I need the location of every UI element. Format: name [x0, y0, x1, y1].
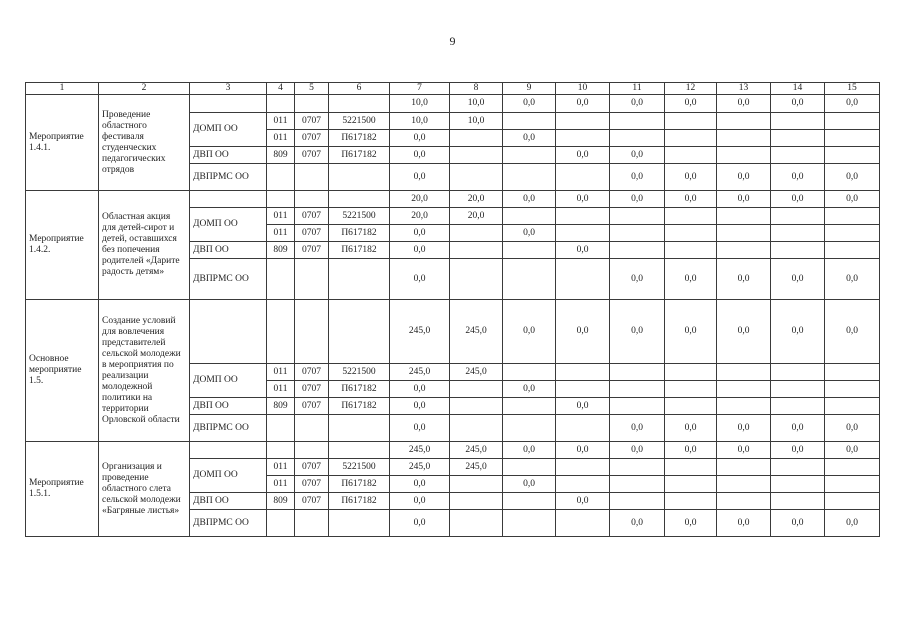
value-cell: 0,0 [503, 130, 556, 147]
value-cell [503, 364, 556, 381]
value-cell [717, 493, 771, 510]
value-cell [717, 208, 771, 225]
value-cell: 0,0 [771, 95, 825, 113]
value-cell: 0,0 [556, 493, 610, 510]
value-cell [503, 459, 556, 476]
value-cell: 809 [267, 398, 295, 415]
value-cell: 0,0 [610, 95, 665, 113]
value-cell: 0,0 [665, 300, 717, 364]
value-cell: 0,0 [503, 442, 556, 459]
value-cell [295, 442, 329, 459]
value-cell [665, 208, 717, 225]
value-cell [503, 398, 556, 415]
value-cell: 0,0 [503, 95, 556, 113]
value-cell: 0,0 [825, 300, 880, 364]
value-cell [771, 381, 825, 398]
value-cell [665, 493, 717, 510]
event-description-cell: Создание условий для вовлечения представителей сельской молодежи в мероприятия по реализации молодежной политики на территории Орловской области [99, 300, 190, 442]
responsible-cell: ДВП ОО [190, 398, 267, 415]
value-cell: 0,0 [771, 164, 825, 191]
value-cell: 011 [267, 113, 295, 130]
value-cell: 0,0 [390, 259, 450, 300]
value-cell: П617182 [329, 130, 390, 147]
value-cell: 0707 [295, 130, 329, 147]
value-cell: 0,0 [390, 510, 450, 537]
value-cell [717, 147, 771, 164]
header-cell: 6 [329, 83, 390, 95]
value-cell: 809 [267, 242, 295, 259]
value-cell: 0,0 [717, 191, 771, 208]
value-cell: 011 [267, 225, 295, 242]
header-cell: 11 [610, 83, 665, 95]
value-cell [267, 191, 295, 208]
value-cell: 0707 [295, 459, 329, 476]
value-cell [665, 225, 717, 242]
table-row [26, 95, 880, 113]
value-cell: 0,0 [503, 300, 556, 364]
value-cell: 245,0 [390, 300, 450, 364]
value-cell: 0,0 [556, 147, 610, 164]
value-cell [825, 381, 880, 398]
value-cell: 0,0 [665, 259, 717, 300]
header-cell: 13 [717, 83, 771, 95]
value-cell [450, 415, 503, 442]
value-cell [329, 164, 390, 191]
value-cell: 5221500 [329, 459, 390, 476]
value-cell: 0707 [295, 364, 329, 381]
value-cell [503, 415, 556, 442]
value-cell [503, 259, 556, 300]
header-cell: 9 [503, 83, 556, 95]
table-header [26, 83, 880, 95]
value-cell [771, 208, 825, 225]
value-cell: 10,0 [390, 113, 450, 130]
table-row [26, 300, 880, 364]
responsible-cell [190, 95, 267, 113]
value-cell: 0,0 [717, 442, 771, 459]
value-cell [503, 208, 556, 225]
value-cell: 0,0 [390, 242, 450, 259]
value-cell: 0,0 [665, 164, 717, 191]
value-cell [665, 476, 717, 493]
value-cell [329, 442, 390, 459]
value-cell [503, 493, 556, 510]
value-cell [450, 225, 503, 242]
header-cell: 14 [771, 83, 825, 95]
value-cell: 0,0 [825, 191, 880, 208]
value-cell: 0,0 [825, 415, 880, 442]
value-cell [329, 259, 390, 300]
value-cell: 0,0 [556, 398, 610, 415]
value-cell [450, 130, 503, 147]
value-cell: 0,0 [771, 300, 825, 364]
value-cell [665, 113, 717, 130]
value-cell: 0,0 [503, 476, 556, 493]
value-cell [771, 242, 825, 259]
value-cell: 0,0 [610, 164, 665, 191]
responsible-cell: ДВПРМС ОО [190, 415, 267, 442]
value-cell [771, 459, 825, 476]
value-cell [771, 113, 825, 130]
value-cell: 0707 [295, 208, 329, 225]
value-cell: 0707 [295, 113, 329, 130]
value-cell: 0,0 [390, 493, 450, 510]
value-cell [771, 398, 825, 415]
value-cell: 0,0 [665, 191, 717, 208]
value-cell [825, 130, 880, 147]
value-cell [329, 415, 390, 442]
value-cell: 0707 [295, 242, 329, 259]
value-cell: П617182 [329, 225, 390, 242]
value-cell [556, 459, 610, 476]
value-cell [771, 364, 825, 381]
value-cell: П617182 [329, 242, 390, 259]
value-cell [267, 164, 295, 191]
value-cell: 0,0 [610, 442, 665, 459]
value-cell: 0707 [295, 147, 329, 164]
value-cell: 0,0 [390, 476, 450, 493]
value-cell: 0707 [295, 493, 329, 510]
value-cell: 0,0 [556, 442, 610, 459]
value-cell [503, 242, 556, 259]
value-cell: 011 [267, 208, 295, 225]
value-cell: 0,0 [771, 259, 825, 300]
value-cell [610, 493, 665, 510]
value-cell [771, 225, 825, 242]
header-cell: 12 [665, 83, 717, 95]
header-cell: 4 [267, 83, 295, 95]
value-cell [610, 476, 665, 493]
value-cell [771, 147, 825, 164]
value-cell [610, 459, 665, 476]
value-cell [450, 259, 503, 300]
value-cell: 0,0 [771, 510, 825, 537]
responsible-cell: ДВП ОО [190, 147, 267, 164]
value-cell: 0,0 [610, 259, 665, 300]
value-cell [825, 398, 880, 415]
value-cell [610, 381, 665, 398]
value-cell [556, 476, 610, 493]
value-cell: 20,0 [390, 191, 450, 208]
responsible-cell: ДОМП ОО [190, 459, 267, 493]
value-cell: 809 [267, 493, 295, 510]
value-cell: 0,0 [771, 191, 825, 208]
value-cell [665, 381, 717, 398]
responsible-cell: ДВП ОО [190, 242, 267, 259]
value-cell: 245,0 [450, 300, 503, 364]
budget-table [25, 82, 880, 537]
value-cell: 0,0 [556, 95, 610, 113]
value-cell: П617182 [329, 147, 390, 164]
value-cell: П617182 [329, 398, 390, 415]
header-cell: 7 [390, 83, 450, 95]
value-cell [556, 208, 610, 225]
value-cell [556, 510, 610, 537]
responsible-cell: ДВПРМС ОО [190, 164, 267, 191]
value-cell [267, 95, 295, 113]
value-cell: 0,0 [610, 300, 665, 364]
responsible-cell: ДВП ОО [190, 493, 267, 510]
event-name-cell: Мероприятие 1.4.2. [26, 191, 99, 300]
value-cell [295, 164, 329, 191]
value-cell: 011 [267, 476, 295, 493]
value-cell: 0,0 [825, 259, 880, 300]
value-cell [329, 191, 390, 208]
table-row [26, 191, 880, 208]
value-cell: 0,0 [390, 225, 450, 242]
value-cell [771, 130, 825, 147]
value-cell [295, 95, 329, 113]
value-cell [503, 147, 556, 164]
value-cell: 0,0 [825, 442, 880, 459]
value-cell: 0707 [295, 476, 329, 493]
value-cell: 011 [267, 364, 295, 381]
header-cell: 10 [556, 83, 610, 95]
value-cell [665, 398, 717, 415]
value-cell [825, 476, 880, 493]
value-cell [825, 113, 880, 130]
value-cell [771, 476, 825, 493]
event-description-cell: Организация и проведение областного слета сельской молодежи «Багряные листья» [99, 442, 190, 537]
value-cell: 0,0 [503, 381, 556, 398]
value-cell: 0,0 [556, 300, 610, 364]
value-cell [267, 259, 295, 300]
value-cell [717, 130, 771, 147]
header-cell: 8 [450, 83, 503, 95]
value-cell: 5221500 [329, 208, 390, 225]
value-cell [503, 164, 556, 191]
value-cell: П617182 [329, 381, 390, 398]
value-cell [825, 364, 880, 381]
value-cell: 0,0 [390, 164, 450, 191]
value-cell: 10,0 [450, 95, 503, 113]
value-cell: 245,0 [390, 459, 450, 476]
responsible-cell: ДОМП ОО [190, 364, 267, 398]
responsible-cell: ДОМП ОО [190, 208, 267, 242]
value-cell: 0,0 [610, 191, 665, 208]
value-cell: 245,0 [450, 442, 503, 459]
value-cell: 245,0 [450, 459, 503, 476]
value-cell [665, 130, 717, 147]
responsible-cell: ДВПРМС ОО [190, 259, 267, 300]
value-cell [771, 493, 825, 510]
value-cell [329, 95, 390, 113]
responsible-cell: ДОМП ОО [190, 113, 267, 147]
value-cell [295, 510, 329, 537]
header-cell: 3 [190, 83, 267, 95]
value-cell: 245,0 [390, 364, 450, 381]
value-cell: 245,0 [450, 364, 503, 381]
value-cell [825, 493, 880, 510]
value-cell [267, 442, 295, 459]
value-cell [717, 381, 771, 398]
value-cell [610, 113, 665, 130]
value-cell: 011 [267, 459, 295, 476]
value-cell [450, 493, 503, 510]
value-cell [825, 242, 880, 259]
value-cell: 0,0 [610, 147, 665, 164]
value-cell [450, 510, 503, 537]
value-cell [556, 130, 610, 147]
value-cell [665, 147, 717, 164]
value-cell: 0,0 [717, 95, 771, 113]
value-cell [717, 113, 771, 130]
value-cell [450, 164, 503, 191]
value-cell: 0,0 [503, 225, 556, 242]
value-cell: 0,0 [717, 164, 771, 191]
value-cell: 0,0 [665, 442, 717, 459]
value-cell: 5221500 [329, 364, 390, 381]
event-name-cell: Мероприятие 1.5.1. [26, 442, 99, 537]
value-cell [329, 300, 390, 364]
value-cell: 0,0 [825, 510, 880, 537]
value-cell [450, 147, 503, 164]
value-cell: 809 [267, 147, 295, 164]
value-cell [825, 459, 880, 476]
value-cell: 245,0 [390, 442, 450, 459]
value-cell [329, 510, 390, 537]
value-cell: 0,0 [390, 381, 450, 398]
event-name-cell: Мероприятие 1.4.1. [26, 95, 99, 191]
value-cell [556, 415, 610, 442]
value-cell [717, 398, 771, 415]
value-cell: 0,0 [390, 398, 450, 415]
value-cell: 10,0 [390, 95, 450, 113]
responsible-cell [190, 191, 267, 208]
value-cell [610, 364, 665, 381]
value-cell: 10,0 [450, 113, 503, 130]
responsible-cell [190, 300, 267, 364]
value-cell: 0707 [295, 225, 329, 242]
value-cell: 0,0 [665, 510, 717, 537]
value-cell [610, 130, 665, 147]
header-cell: 15 [825, 83, 880, 95]
header-cell: 2 [99, 83, 190, 95]
value-cell [295, 191, 329, 208]
value-cell: 0,0 [717, 510, 771, 537]
value-cell [610, 242, 665, 259]
value-cell [665, 364, 717, 381]
value-cell: 0707 [295, 381, 329, 398]
value-cell [450, 476, 503, 493]
value-cell: 0,0 [556, 191, 610, 208]
responsible-cell: ДВПРМС ОО [190, 510, 267, 537]
value-cell: 0,0 [556, 242, 610, 259]
value-cell [267, 415, 295, 442]
value-cell [717, 242, 771, 259]
value-cell [450, 381, 503, 398]
value-cell: 0,0 [771, 442, 825, 459]
value-cell: П617182 [329, 476, 390, 493]
value-cell [665, 242, 717, 259]
value-cell [450, 398, 503, 415]
value-cell: 0,0 [390, 130, 450, 147]
header-row [26, 83, 880, 95]
value-cell [295, 415, 329, 442]
value-cell [556, 364, 610, 381]
value-cell [717, 364, 771, 381]
value-cell: 0,0 [717, 259, 771, 300]
value-cell [825, 208, 880, 225]
value-cell [503, 510, 556, 537]
value-cell: 0,0 [665, 95, 717, 113]
value-cell [825, 147, 880, 164]
header-cell: 5 [295, 83, 329, 95]
value-cell [610, 398, 665, 415]
value-cell [267, 510, 295, 537]
value-cell: 0,0 [390, 147, 450, 164]
value-cell: 0,0 [825, 95, 880, 113]
value-cell: 20,0 [450, 208, 503, 225]
value-cell [825, 225, 880, 242]
header-cell: 1 [26, 83, 99, 95]
value-cell [717, 225, 771, 242]
value-cell [610, 208, 665, 225]
value-cell: 011 [267, 130, 295, 147]
value-cell [717, 459, 771, 476]
value-cell: 5221500 [329, 113, 390, 130]
value-cell: 0,0 [610, 510, 665, 537]
value-cell [295, 259, 329, 300]
value-cell [267, 300, 295, 364]
responsible-cell [190, 442, 267, 459]
value-cell [717, 476, 771, 493]
value-cell: 20,0 [450, 191, 503, 208]
value-cell: 0,0 [717, 415, 771, 442]
value-cell [665, 459, 717, 476]
page-number: 9 [449, 34, 456, 48]
value-cell [556, 259, 610, 300]
table-body [26, 95, 880, 537]
value-cell [556, 164, 610, 191]
value-cell [503, 113, 556, 130]
value-cell [556, 225, 610, 242]
table-row [26, 442, 880, 459]
value-cell: 011 [267, 381, 295, 398]
value-cell: 0,0 [610, 415, 665, 442]
value-cell [610, 225, 665, 242]
value-cell: П617182 [329, 493, 390, 510]
value-cell [450, 242, 503, 259]
event-name-cell: Основное мероприятие 1.5. [26, 300, 99, 442]
value-cell [556, 113, 610, 130]
value-cell: 0,0 [717, 300, 771, 364]
value-cell: 0,0 [771, 415, 825, 442]
value-cell: 0,0 [825, 164, 880, 191]
event-description-cell: Проведение областного фестиваля студенческих педагогических отрядов [99, 95, 190, 191]
value-cell: 0,0 [665, 415, 717, 442]
value-cell [556, 381, 610, 398]
value-cell: 0,0 [503, 191, 556, 208]
value-cell [295, 300, 329, 364]
value-cell: 0707 [295, 398, 329, 415]
event-description-cell: Областная акция для детей-сирот и детей, оставшихся без попечения родителей «Дарите радость детям» [99, 191, 190, 300]
value-cell: 20,0 [390, 208, 450, 225]
value-cell: 0,0 [390, 415, 450, 442]
